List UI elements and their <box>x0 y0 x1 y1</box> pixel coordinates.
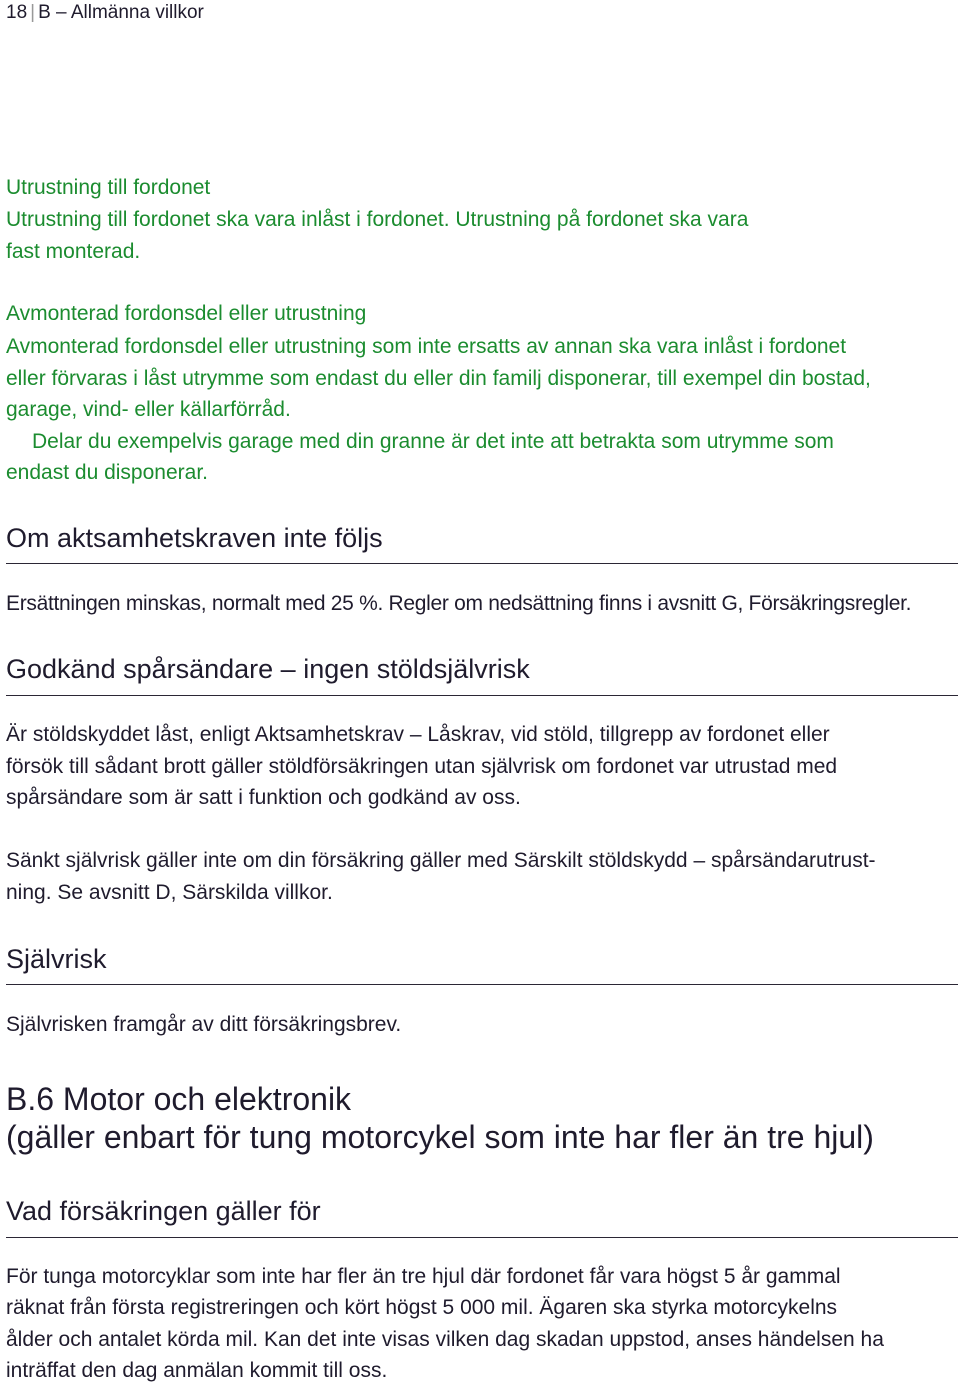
tracker-para2-line: Sänkt självrisk gäller inte om din försäkring gäller med Särskilt stöldskydd – spårsändarutrust- <box>6 849 876 872</box>
header-section: B – Allmänna villkor <box>38 2 204 23</box>
coverage-body-line: räknat från första registreringen och kört högst 5 000 mil. Ägaren ska styrka motorcykelns <box>6 1296 838 1319</box>
tracker-para1-line: Är stöldskyddet låst, enligt Aktsamhetskrav – Låskrav, vid stöld, tillgrepp av fordonet eller <box>6 723 830 746</box>
dismounted-body-line: garage, vind- eller källarförråd. <box>6 398 291 421</box>
page-header <box>6 0 204 26</box>
section-b6-subtitle: (gäller enbart för tung motorcykel som inte har fler än tre hjul) <box>6 1119 874 1155</box>
page-number: 18 <box>6 2 28 23</box>
tracker-para1-line: försök till sådant brott gäller stöldförsäkringen utan självrisk om fordonet var utrustad med <box>6 755 838 778</box>
not-followed-body: Ersättningen minskas, normalt med 25 %. Regler om nedsättning finns i avsnitt G, Försäkringsregler. <box>6 592 912 615</box>
heading-rule <box>6 695 958 696</box>
equipment-body-line: fast monterad. <box>6 240 141 263</box>
dismounted-title: Avmonterad fordonsdel eller utrustning <box>6 302 367 325</box>
dismounted-note-line: Delar du exempelvis garage med din granne är det inte att betrakta som utrymme som <box>32 430 834 453</box>
equipment-title: Utrustning till fordonet <box>6 176 211 199</box>
coverage-body-line: inträffat den dag anmälan kommit till oss. <box>6 1359 388 1382</box>
coverage-heading: Vad försäkringen gäller för <box>6 1196 321 1226</box>
heading-rule <box>6 1237 958 1238</box>
tracker-heading: Godkänd spårsändare – ingen stöldsjälvrisk <box>6 654 530 684</box>
dismounted-body-line: eller förvaras i låst utrymme som endast du eller din familj disponerar, till exempel din bostad, <box>6 367 871 390</box>
deductible-body: Självrisken framgår av ditt försäkringsbrev. <box>6 1013 402 1036</box>
not-followed-heading: Om aktsamhetskraven inte följs <box>6 523 383 553</box>
dismounted-note-line: endast du disponerar. <box>6 461 208 484</box>
heading-rule <box>6 984 958 985</box>
coverage-body-line: ålder och antalet körda mil. Kan det inte visas vilken dag skadan uppstod, anses händelsen ha <box>6 1328 884 1351</box>
coverage-body-line: För tunga motorcyklar som inte har fler än tre hjul där fordonet får vara högst 5 år gammal <box>6 1265 841 1288</box>
equipment-body-line: Utrustning till fordonet ska vara inlåst i fordonet. Utrustning på fordonet ska vara <box>6 208 749 231</box>
section-b6-title: B.6 Motor och elektronik <box>6 1081 352 1117</box>
dismounted-body-line: Avmonterad fordonsdel eller utrustning som inte ersatts av annan ska vara inlåst i fordonet <box>6 335 847 358</box>
header-separator: | <box>30 2 36 23</box>
deductible-heading: Självrisk <box>6 944 107 974</box>
tracker-para2-line: ning. Se avsnitt D, Särskilda villkor. <box>6 881 333 904</box>
tracker-para1-line: spårsändare som är satt i funktion och godkänd av oss. <box>6 786 521 809</box>
heading-rule <box>6 563 958 564</box>
